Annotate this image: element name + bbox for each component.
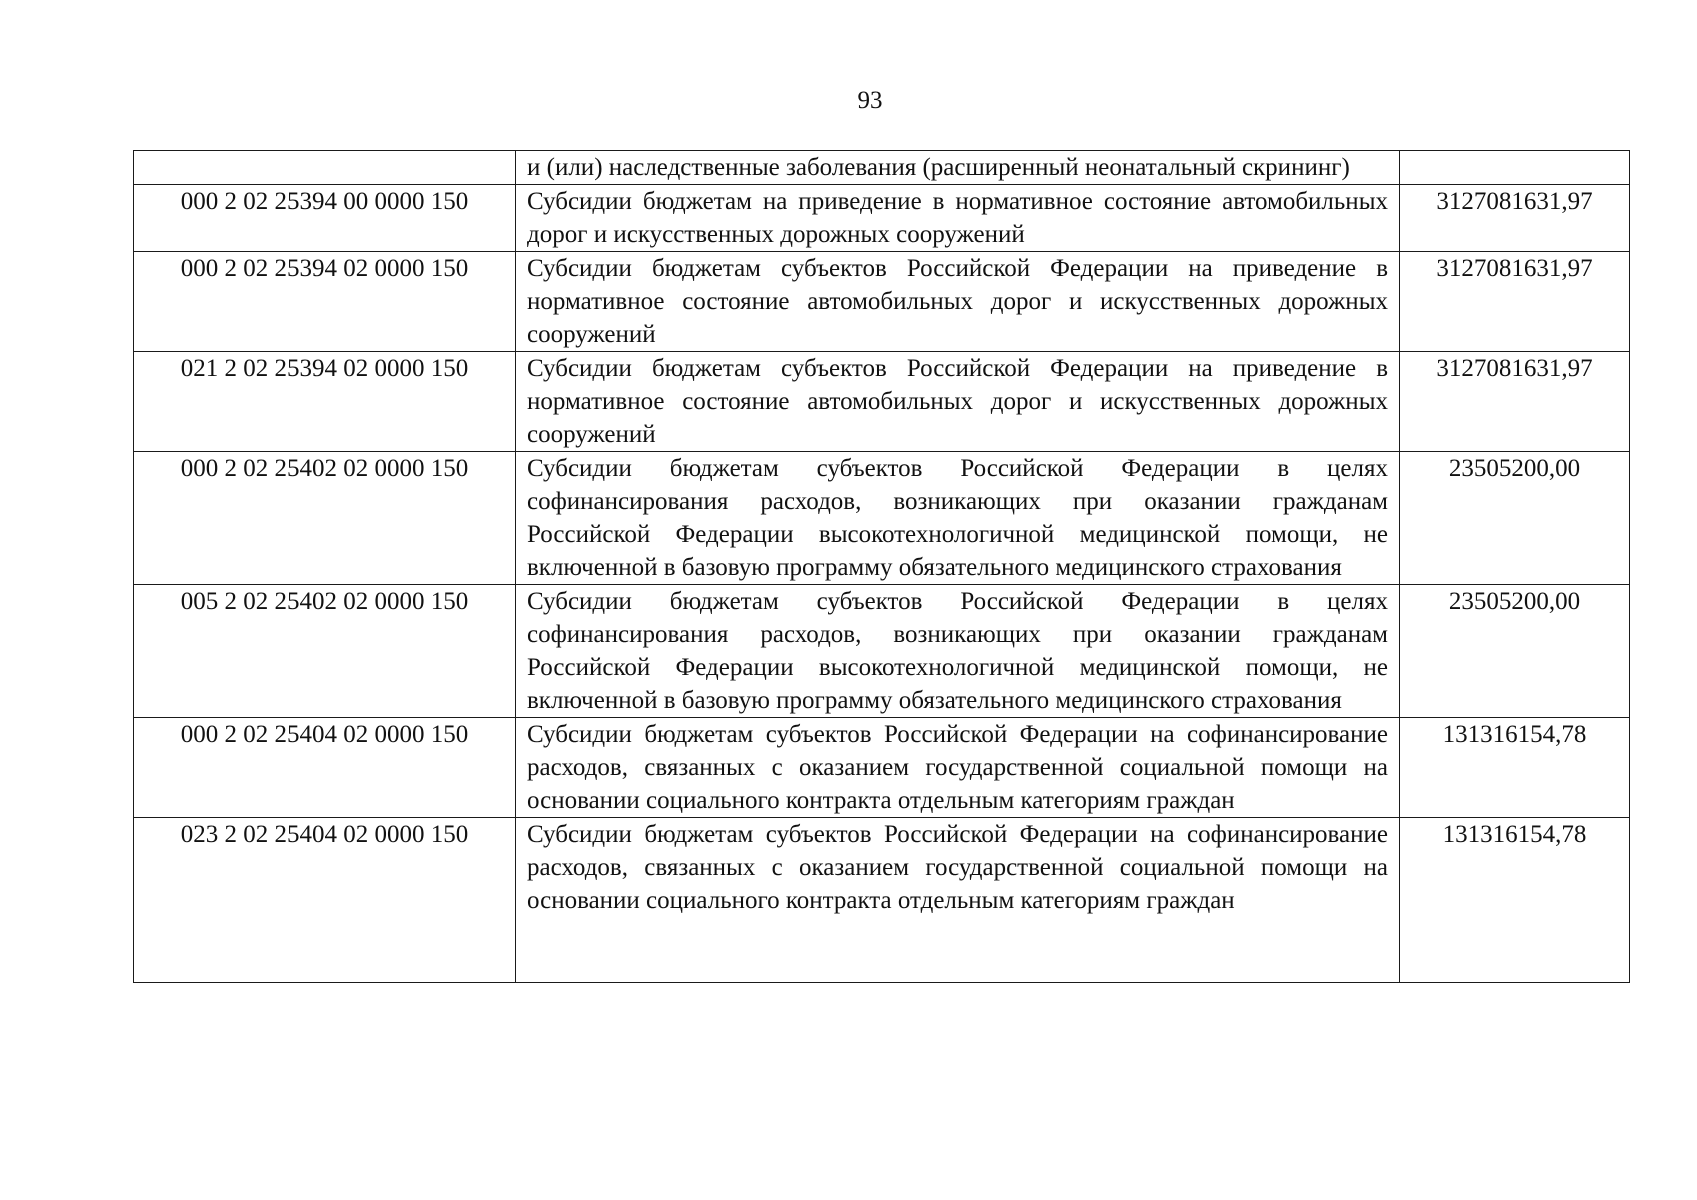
table-row [134,585,1630,718]
table-row [134,252,1630,352]
row-amount: 23505200,00 [1400,585,1630,718]
table-row [134,718,1630,818]
row-description: Субсидии бюджетам субъектов Российской Федерации на софинансирование расходов, связанных с оказанием государственной социальной помощи на основании социального контракта отдельным категориям граждан [516,818,1400,983]
row-code: 000 2 02 25404 02 0000 150 [134,718,516,818]
row-code: 005 2 02 25402 02 0000 150 [134,585,516,718]
row-amount: 131316154,78 [1400,818,1630,983]
row-amount: 23505200,00 [1400,452,1630,585]
row-code: 000 2 02 25402 02 0000 150 [134,452,516,585]
row-description: Субсидии бюджетам субъектов Российской Федерации на приведение в нормативное состояние автомобильных дорог и искусственных дорожных сооружений [516,252,1400,352]
page-number: 93 [857,87,883,114]
row-code: 000 2 02 25394 02 0000 150 [134,252,516,352]
row-description: и (или) наследственные заболевания (расширенный неонатальный скрининг) [516,151,1400,185]
table-row [134,185,1630,252]
row-description: Субсидии бюджетам субъектов Российской Федерации в целях софинансирования расходов, возникающих при оказании гражданам Российской Федерации высокотехнологичной медицинской помощи, не включенной в базовую программу обязательного медицинского страхования [516,452,1400,585]
table-row [134,151,1630,185]
row-code: 000 2 02 25394 00 0000 150 [134,185,516,252]
row-code: 021 2 02 25394 02 0000 150 [134,352,516,452]
row-description: Субсидии бюджетам субъектов Российской Федерации в целях софинансирования расходов, возникающих при оказании гражданам Российской Федерации высокотехнологичной медицинской помощи, не включенной в базовую программу обязательного медицинского страхования [516,585,1400,718]
row-amount: 3127081631,97 [1400,352,1630,452]
table-row [134,452,1630,585]
table-row [134,352,1630,452]
row-amount: 131316154,78 [1400,718,1630,818]
row-amount: 3127081631,97 [1400,252,1630,352]
budget-table [133,150,1630,983]
row-description: Субсидии бюджетам субъектов Российской Федерации на приведение в нормативное состояние автомобильных дорог и искусственных дорожных сооружений [516,352,1400,452]
row-amount [1400,151,1630,185]
row-code [134,151,516,185]
row-amount: 3127081631,97 [1400,185,1630,252]
table-row [134,818,1630,983]
row-description: Субсидии бюджетам субъектов Российской Федерации на софинансирование расходов, связанных с оказанием государственной социальной помощи на основании социального контракта отдельным категориям граждан [516,718,1400,818]
row-description: Субсидии бюджетам на приведение в нормативное состояние автомобильных дорог и искусственных дорожных сооружений [516,185,1400,252]
row-code: 023 2 02 25404 02 0000 150 [134,818,516,983]
